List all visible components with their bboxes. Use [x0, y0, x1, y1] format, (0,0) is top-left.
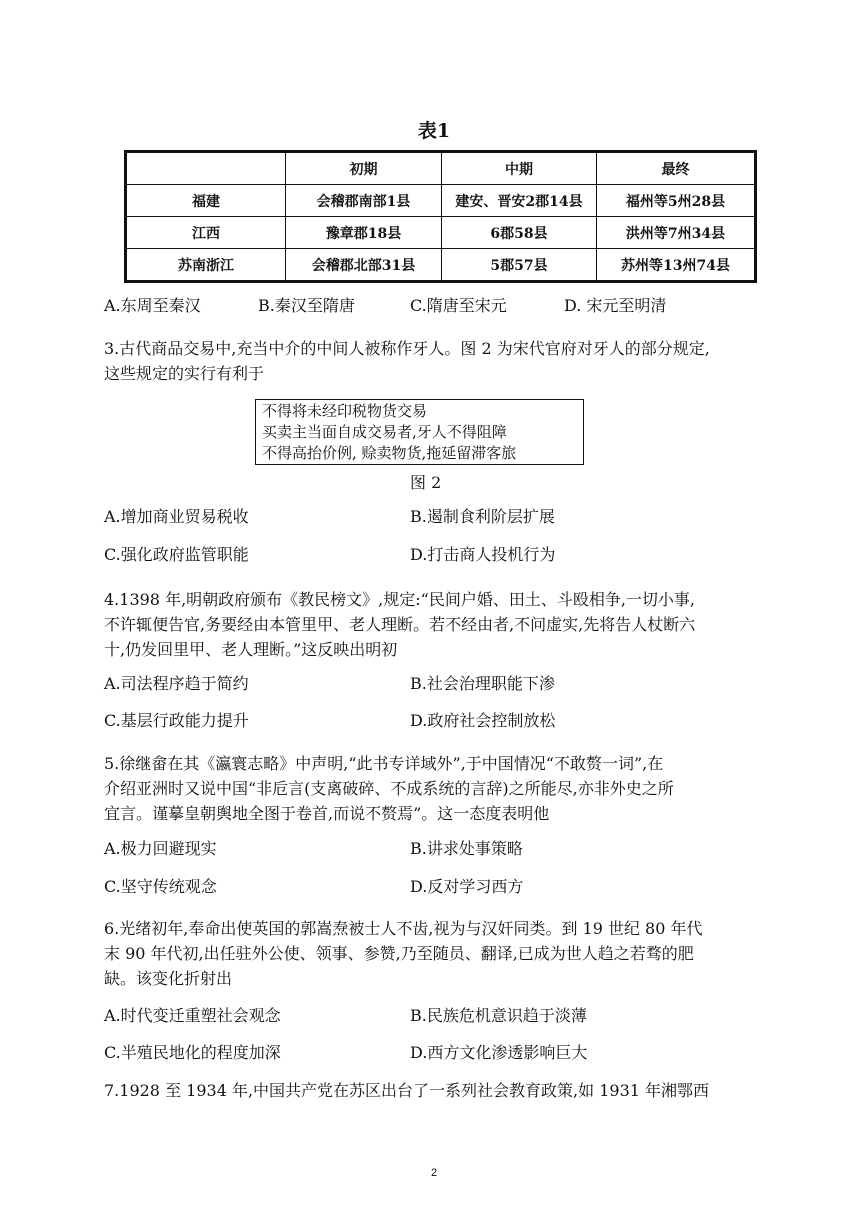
q3-option-d: D.打击商人投机行为: [410, 545, 556, 564]
q2-option-b: B.秦汉至隋唐: [258, 296, 355, 315]
table-cell: 洪州等7州34县: [597, 217, 756, 249]
q3-stem-line: 这些规定的实行有利于: [104, 364, 265, 383]
q3-stem-line: 3.古代商品交易中,充当中介的中间人被称作牙人。图 2 为宋代官府对牙人的部分规定,: [104, 339, 710, 358]
table-header-cell: 初期: [286, 152, 442, 185]
table-header-cell: 中期: [442, 152, 597, 185]
q4-option-c: C.基层行政能力提升: [104, 711, 249, 730]
q4-stem-line: 4.1398 年,明朝政府颁布《教民榜文》,规定:“民间户婚、田土、斗殴相争,一切小事,: [104, 590, 695, 609]
q7-stem-line: 7.1928 至 1934 年,中国共产党在苏区出台了一系列社会教育政策,如 1931 年湘鄂西: [104, 1081, 710, 1100]
figure-2-box: [255, 399, 584, 465]
table-cell: 会稽郡北部31县: [286, 249, 442, 282]
table-title: 表1: [417, 120, 451, 142]
q4-option-d: D.政府社会控制放松: [410, 711, 556, 730]
q4-option-b: B.社会治理职能下渗: [410, 674, 555, 693]
table-row: [126, 249, 756, 282]
q6-stem-line: 末 90 年代初,出任驻外公使、领事、参赞,乃至随员、翻译,已成为世人趋之若骛的肥: [104, 944, 694, 963]
table-header-cell: 最终: [597, 152, 756, 185]
q3-option-c: C.强化政府监管职能: [104, 545, 249, 564]
q4-option-a: A.司法程序趋于简约: [104, 674, 249, 693]
table-header-row: [126, 152, 756, 185]
table-header-cell: [126, 152, 286, 185]
table-cell: 会稽郡南部1县: [286, 185, 442, 217]
q6-stem-line: 缺。该变化折射出: [104, 969, 233, 988]
q3-option-a: A.增加商业贸易税收: [104, 507, 249, 526]
q6-option-a: A.时代变迁重塑社会观念: [104, 1006, 281, 1025]
q2-option-c: C.隋唐至宋元: [410, 296, 507, 315]
table-1: [124, 150, 757, 283]
table-row: [126, 185, 756, 217]
figure-line: 买卖主当面自成交易者,牙人不得阻障: [262, 423, 507, 441]
q6-stem-line: 6.光绪初年,奉命出使英国的郭嵩焘被士人不齿,视为与汉奸同类。到 19 世纪 80 年代: [104, 919, 703, 938]
q2-option-d: D. 宋元至明清: [564, 296, 667, 315]
q5-option-b: B.讲求处事策略: [410, 839, 523, 858]
q6-option-d: D.西方文化渗透影响巨大: [410, 1043, 588, 1062]
q5-option-d: D.反对学习西方: [410, 877, 524, 896]
table-row: [126, 217, 756, 249]
page-number: 2: [430, 1167, 438, 1179]
table-cell: 苏南浙江: [126, 249, 286, 282]
q4-stem-line: 不许辄便告官,务要经由本管里甲、老人理断。若不经由者,不问虚实,先将告人杖断六: [104, 615, 696, 634]
figure-caption: 图 2: [410, 473, 442, 492]
q3-option-b: B.遏制食利阶层扩展: [410, 507, 555, 526]
table-cell: 江西: [126, 217, 286, 249]
q5-stem-line: 宜言。谨摹皇朝舆地全图于卷首,而说不赘焉”。这一态度表明他: [104, 804, 550, 823]
q5-stem-line: 介绍亚洲时又说中国“非卮言(支离破碎、不成系统的言辞)之所能尽,亦非外史之所: [104, 779, 674, 798]
q6-option-b: B.民族危机意识趋于淡薄: [410, 1006, 587, 1025]
q6-option-c: C.半殖民地化的程度加深: [104, 1043, 281, 1062]
table-cell: 福州等5州28县: [597, 185, 756, 217]
figure-line: 不得高抬价例, 赊卖物货,拖延留滞客旅: [262, 444, 517, 462]
figure-line: 不得将未经印税物货交易: [262, 402, 428, 420]
q5-option-a: A.极力回避现实: [104, 839, 217, 858]
q4-stem-line: 十,仍发回里甲、老人理断。”这反映出明初: [104, 640, 398, 659]
q5-stem-line: 5.徐继畲在其《瀛寰志略》中声明,“此书专详域外”,于中国情况“不敢赘一词”,在: [104, 754, 664, 773]
table-cell: 豫章郡18县: [286, 217, 442, 249]
q2-option-a: A.东周至秦汉: [104, 296, 201, 315]
table-cell: 苏州等13州74县: [597, 249, 756, 282]
table-cell: 5郡57县: [442, 249, 597, 282]
table-cell: 建安、晋安2郡14县: [442, 185, 597, 217]
table-cell: 6郡58县: [442, 217, 597, 249]
q5-option-c: C.坚守传统观念: [104, 877, 217, 896]
table-cell: 福建: [126, 185, 286, 217]
